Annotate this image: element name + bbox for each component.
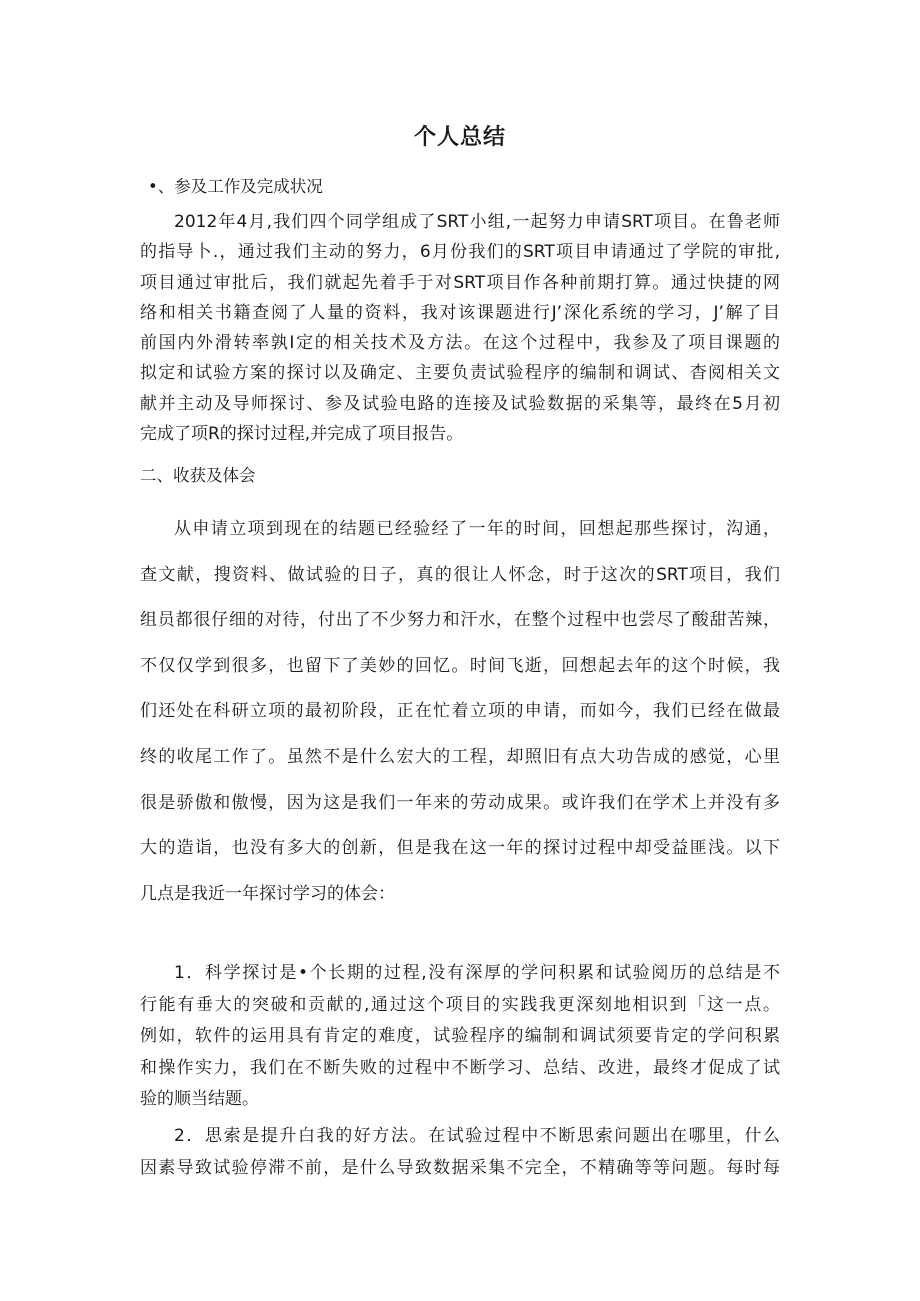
section1-paragraph	[140, 207, 780, 449]
paragraph-line: 例如，软件的运用具有肯定的难度，试验程序的编制和调试须要肯定的学问积累	[140, 1026, 780, 1046]
paragraph-line: 拟定和试验方案的探讨以及确定、主要负责试验程序的编制和调试、杳阅相关文	[140, 363, 780, 384]
paragraph-line: 和操作实力，我们在不断失败的过程中不断学习、总结、改进，最终才促成了试	[140, 1057, 780, 1078]
paragraph-line: 终的收尾工作了。虽然不是什么宏大的工程，却照旧有点大功告成的感觉，心里	[140, 746, 780, 767]
paragraph-line: 献并主动及导师探讨、参及试验电路的连接及试验数据的采集等，最终在5月初	[140, 393, 780, 414]
point-2-paragraph	[140, 1120, 780, 1184]
paragraph-line: 2．思索是提升白我的好方法。在试验过程中不断思索问题出在哪里，什么	[174, 1126, 780, 1146]
paragraph-line: 查文献，搜资料、做试验的日子，真的很让人怀念，时于这次的SRT项目，我们	[140, 564, 780, 585]
paragraph-line: 很是骄傲和傲慢，因为这是我们一年来的劳动成果。或许我们在学术上并没有多	[140, 792, 780, 813]
paragraph-line: 2012年4月,我们四个同学组成了SRT小组,一起努力申请SRT项目。在鲁老师	[174, 212, 780, 232]
paragraph-line: 不仅仅学到很多，也留下了美妙的回忆。时间飞逝，回想起去年的这个时候，我	[140, 655, 780, 676]
section2-paragraph	[140, 507, 780, 917]
paragraph-line: 因素导致试验停滞不前，是什么导致数据采集不完全，不精确等等问题。每时每	[140, 1158, 780, 1178]
paragraph-line: 从申请立项到现在的结题已经验经了一年的时间，回想起那些探讨，沟通，	[174, 519, 780, 539]
paragraph-line: 络和相关书籍查阅了人量的资料，我对该课题进行J’深化系统的学习，J’解了目	[140, 302, 780, 323]
paragraph-line: 项目通过审批后，我们就起先着手于对SRT项目作各种前期打算。通过快捷的网	[140, 272, 780, 293]
paragraph-line: 的指导卜.，通过我们主动的努力，6月份我们的SRT项目申请通过了学院的审批,	[140, 242, 780, 263]
paragraph-line: 1．科学探讨是•个长期的过程,没有深厚的学问积累和试验阅历的总结是不	[174, 963, 780, 983]
section1-heading: •、参及工作及完成状况	[148, 177, 323, 196]
paragraph-line: 们还处在科研立项的最初阶段，正在忙着立项的申请，而如今，我们已经在做最	[140, 701, 780, 722]
paragraph-line: 组员都很仔细的对待，付出了不少努力和汗水，在整个过程中也尝尽了酸甜苦辣，	[140, 610, 780, 631]
point-1-paragraph	[140, 958, 780, 1116]
paragraph-line: 行能有垂大的突破和贡献的,通过这个项目的实践我更深刻地相识到「这一点。	[140, 994, 780, 1015]
paragraph-line: 前国内外滑转率孰I定的相关技术及方法。在这个过程中，我参及了项目课题的	[140, 333, 780, 354]
document-title: 个人总结	[413, 125, 506, 150]
paragraph-line: 几点是我近一年探讨学习的体会：	[140, 883, 395, 904]
section2-heading: 二、收获及体会	[140, 466, 256, 485]
paragraph-line: 完成了项R的探讨过程,并完成了项目报告。	[140, 424, 464, 445]
paragraph-line: 大的造诣，也没有多大的创新，但是我在这一年的探讨过程中却受益匪浅。以下	[140, 838, 780, 859]
paragraph-line: 验的顺当结题。	[140, 1089, 259, 1109]
